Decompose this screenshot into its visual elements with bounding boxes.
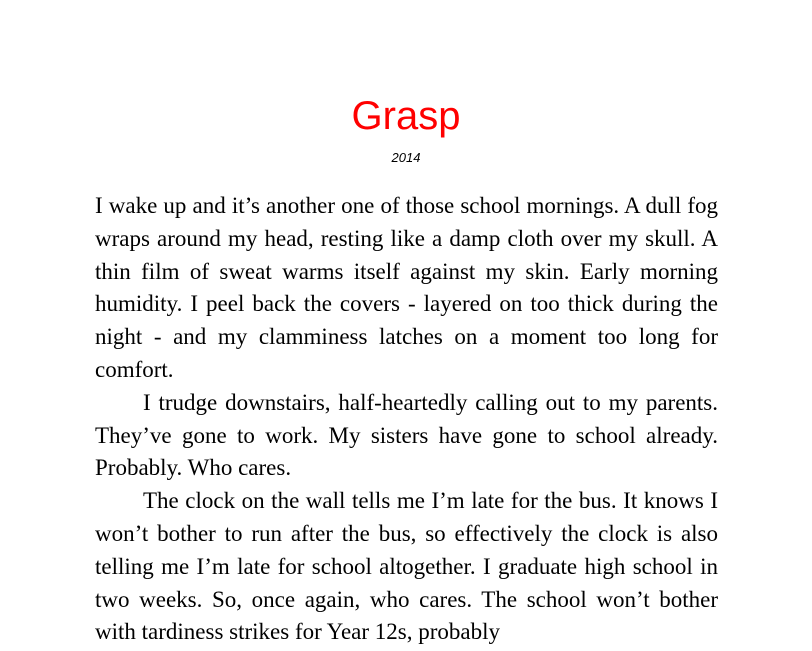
paragraph-3: The clock on the wall tells me I’m late for the bus. It knows I won’t bother to run after the bus, so effectively the clock is also telling me I’m late for school altogether. I graduate high school in two weeks. So, once again, who cares. The school won’t bother with tardiness strikes for Year 12s, probably — [95, 488, 718, 645]
document-body — [95, 190, 718, 649]
document-title: Grasp — [351, 94, 461, 138]
document-year: 2014 — [391, 150, 421, 165]
paragraph-2: I trudge downstairs, half-heartedly calling out to my parents. They’ve gone to work. My sisters have gone to school already. Probably. Who cares. — [95, 389, 718, 481]
paragraph-1: I wake up and it’s another one of those school mornings. A dull fog wraps around my head, resting like a damp cloth over my skull. A thin film of sweat warms itself against my skin. Early morning humidity. I peel back the covers - layered on too thick during the night - and my clamminess latches on a moment too long for comfort. — [95, 193, 718, 382]
